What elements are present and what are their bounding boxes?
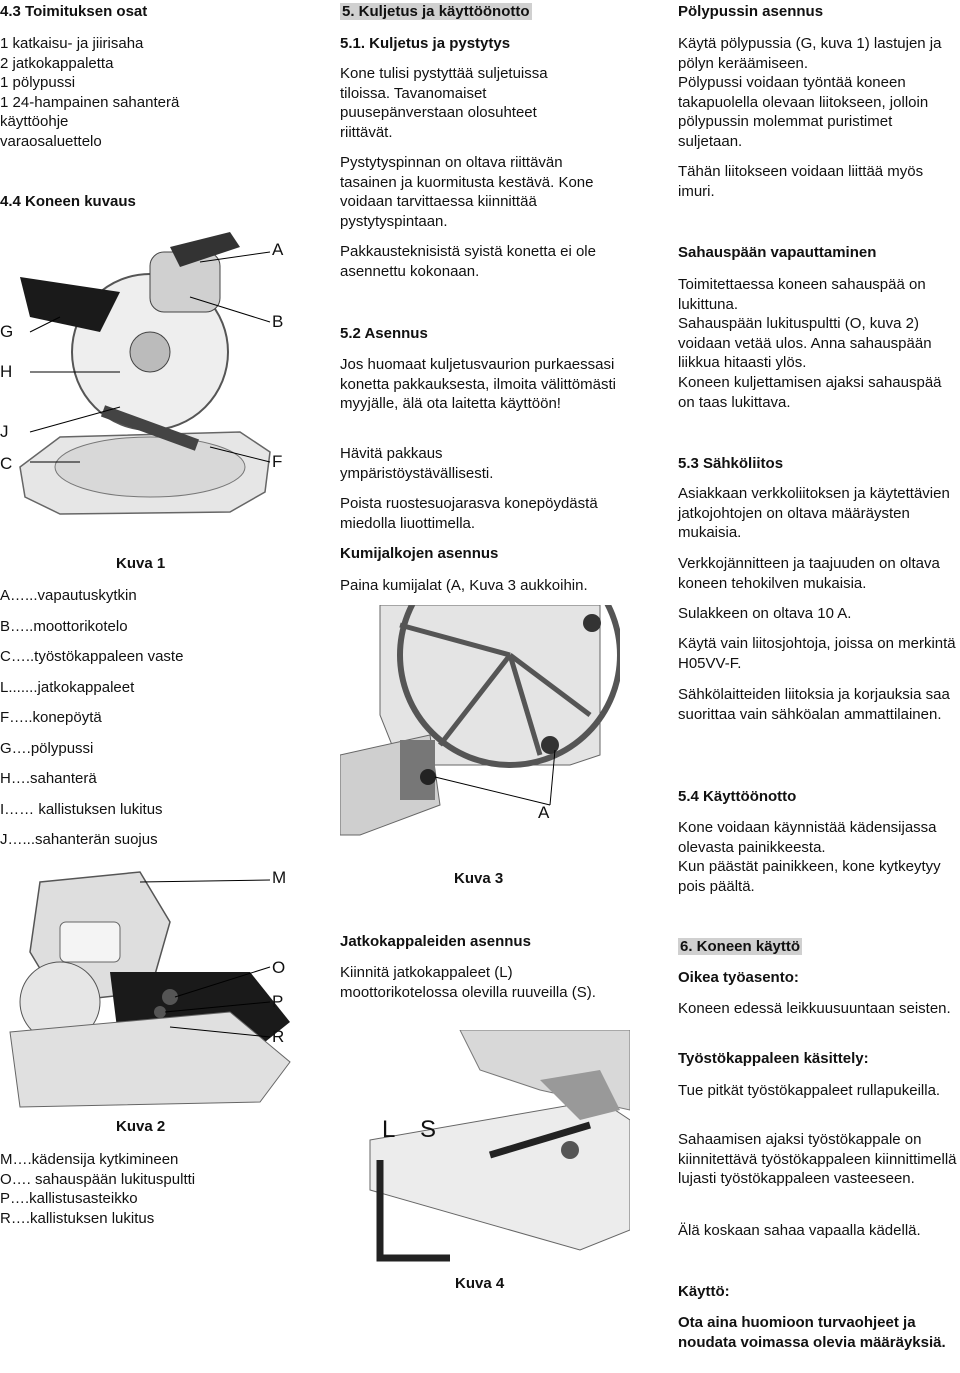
figure-label-r: R xyxy=(272,1027,285,1046)
extensions-illustration xyxy=(340,1030,630,1270)
section-heading-5-text: 5. Kuljetus ja käyttöönotto xyxy=(342,3,530,20)
figure-label-g: G xyxy=(0,322,14,341)
list-item: käyttöohje xyxy=(0,113,69,130)
list-item: varaosaluettelo xyxy=(0,132,102,150)
section-heading-5-1: 5.1. Kuljetus ja pystytys xyxy=(340,35,511,52)
figure-2-legend xyxy=(0,1150,300,1228)
list-item: 1 katkaisu- ja jiirisaha xyxy=(0,35,144,52)
figure-label-a: A xyxy=(272,240,284,259)
figure-4-extensions xyxy=(340,1030,630,1270)
legend-item: M….kädensija kytkimineen xyxy=(0,1151,179,1168)
paragraph: Hävitä pakkaus ympäristöystävällisesti. xyxy=(340,445,494,482)
legend-item: L.......jatkokappaleet xyxy=(0,678,135,696)
figure-1-legend xyxy=(0,586,300,850)
figure-label-s: S xyxy=(420,1116,437,1143)
legend-item: C…..työstökappaleen vaste xyxy=(0,648,184,665)
figure-label-a: A xyxy=(538,803,550,822)
paragraph: Sulakkeen on oltava 10 A. xyxy=(678,605,852,622)
subheading-extensions: Jatkokappaleiden asennus xyxy=(340,933,531,950)
section-heading-4-3: 4.3 Toimituksen osat xyxy=(0,3,148,20)
paragraph: Poista ruostesuojarasva konepöydästä miedolla liuottimella. xyxy=(340,495,598,532)
legend-item: A…...vapautuskytkin xyxy=(0,587,137,604)
legend-item: J…...sahanterän suojus xyxy=(0,831,158,848)
paragraph: Pystytyspinnan on oltava riittävän tasainen ja kuormitusta kestävä. Kone voidaan tarvittaessa kiinnittää pystytyspintaan. xyxy=(340,154,594,230)
paragraph: Kun päästät painikkeen, kone kytkeytyy pois päältä. xyxy=(678,858,941,895)
figure-2-caption: Kuva 2 xyxy=(116,1118,166,1135)
legend-item: R….kallistuksen lukitus xyxy=(0,1209,155,1227)
paragraph: Käytä vain liitosjohtoja, joissa on merkintä H05VV-F. xyxy=(678,635,956,672)
figure-label-o: O xyxy=(272,958,286,977)
figure-label-h: H xyxy=(0,362,13,381)
paragraph: Kone voidaan käynnistää kädensijassa olevasta painikkeesta. xyxy=(678,819,937,856)
figure-label-m: M xyxy=(272,868,287,887)
paragraph: Asiakkaan verkkoliitoksen ja käytettävien jatkojohtojen on oltava määräysten mukaisia. xyxy=(678,485,950,541)
figure-2-saw-detail xyxy=(0,862,300,1112)
paragraph: Älä koskaan sahaa vapaalla kädellä. xyxy=(678,1222,921,1239)
list-item: 1 24-hampainen sahanterä xyxy=(0,93,180,111)
rubber-feet-illustration xyxy=(340,605,620,895)
figure-label-j: J xyxy=(0,422,9,441)
legend-item: B…..moottorikotelo xyxy=(0,617,128,635)
legend-item: G….pölypussi xyxy=(0,739,94,757)
section-heading-6 xyxy=(678,937,802,957)
subheading-dust-bag: Pölypussin asennus xyxy=(678,3,824,20)
section-heading-5-4: 5.4 Käyttöönotto xyxy=(678,788,797,805)
figure-label-p: P xyxy=(272,992,284,1011)
paragraph: Sahaamisen ajaksi työstökappale on kiinnitettävä työstökappaleen kiinnittimellä lujasti työstökappaleen vasteeseen. xyxy=(678,1131,957,1187)
paragraph: Tähän liitokseen voidaan liittää myös imuri. xyxy=(678,163,924,200)
figure-label-l: L xyxy=(382,1116,396,1143)
section-heading-5-3: 5.3 Sähköliitos xyxy=(678,455,784,472)
subheading-saw-head-release: Sahauspään vapauttaminen xyxy=(678,244,877,261)
figure-1-miter-saw xyxy=(0,222,300,552)
figure-label-b: B xyxy=(272,312,284,331)
delivery-parts-list xyxy=(0,34,300,151)
figure-label-c: C xyxy=(0,454,13,473)
paragraph: Kone tulisi pystyttää suljetuissa tiloissa. Tavanomaiset puusepänverstaan olosuhteet riittävät. xyxy=(340,65,548,141)
paragraph-bold: Ota aina huomioon turvaohjeet ja noudata voimassa olevia määräyksiä. xyxy=(678,1314,946,1351)
subheading-working-position: Oikea työasento: xyxy=(678,969,799,986)
legend-item: P….kallistusasteikko xyxy=(0,1190,138,1207)
legend-item: H….sahanterä xyxy=(0,770,97,787)
paragraph: Sahauspään lukituspultti (O, kuva 2) voidaan vetää ulos. Anna sahauspään liikkua hitaasti ylös. xyxy=(678,315,932,371)
list-item: 2 jatkokappaletta xyxy=(0,54,114,72)
paragraph: Toimitettaessa koneen sahauspää on lukittuna. xyxy=(678,276,926,313)
paragraph: Koneen kuljettamisen ajaksi sahauspää on taas lukittava. xyxy=(678,374,942,411)
miter-saw-illustration xyxy=(0,222,300,552)
subheading-rubber-feet: Kumijalkojen asennus xyxy=(340,545,499,562)
subheading-usage: Käyttö: xyxy=(678,1283,730,1300)
paragraph: Pakkausteknisistä syistä konetta ei ole asennettu kokonaan. xyxy=(340,243,596,280)
figure-3-rubber-feet xyxy=(340,605,620,895)
section-heading-4-4: 4.4 Koneen kuvaus xyxy=(0,193,136,210)
paragraph: Pölypussi voidaan työntää koneen takapuolella olevaan liitokseen, jolloin pölypussin molemmat puristimet suljetaan. xyxy=(678,74,929,150)
paragraph: Jos huomaat kuljetusvaurion purkaessasi konetta pakkauksesta, ilmoita välittömästi myyjälle, älä ota laitetta käyttöön! xyxy=(340,356,616,412)
paragraph: Käytä pölypussia (G, kuva 1) lastujen ja pölyn keräämiseen. xyxy=(678,35,942,72)
subheading-workpiece-handling: Työstökappaleen käsittely: xyxy=(678,1050,869,1067)
figure-4-caption: Kuva 4 xyxy=(455,1275,505,1292)
legend-item: O…. sahauspään lukituspultti xyxy=(0,1170,196,1188)
section-heading-5-2: 5.2 Asennus xyxy=(340,325,428,342)
figure-1-caption: Kuva 1 xyxy=(116,555,166,572)
paragraph: Verkkojännitteen ja taajuuden on oltava koneen tehokilven mukaisia. xyxy=(678,555,940,592)
legend-item: F…..konepöytä xyxy=(0,709,102,726)
figure-3-caption: Kuva 3 xyxy=(454,870,504,887)
paragraph: Sähkölaitteiden liitoksia ja korjauksia saa suorittaa vain sähköalan ammattilainen. xyxy=(678,686,950,723)
figure-label-f: F xyxy=(272,452,283,471)
list-item: 1 pölypussi xyxy=(0,74,76,91)
paragraph: Kiinnitä jatkokappaleet (L) moottorikotelossa olevilla ruuveilla (S). xyxy=(340,964,596,1001)
paragraph: Koneen edessä leikkuusuuntaan seisten. xyxy=(678,1000,951,1017)
saw-detail-illustration xyxy=(0,862,300,1112)
paragraph: Tue pitkät työstökappaleet rullapukeilla. xyxy=(678,1082,941,1099)
legend-item: I…… kallistuksen lukitus xyxy=(0,800,163,818)
section-heading-5 xyxy=(340,2,532,22)
paragraph: Paina kumijalat (A, Kuva 3 aukkoihin. xyxy=(340,577,588,594)
section-heading-6-text: 6. Koneen käyttö xyxy=(680,938,801,955)
